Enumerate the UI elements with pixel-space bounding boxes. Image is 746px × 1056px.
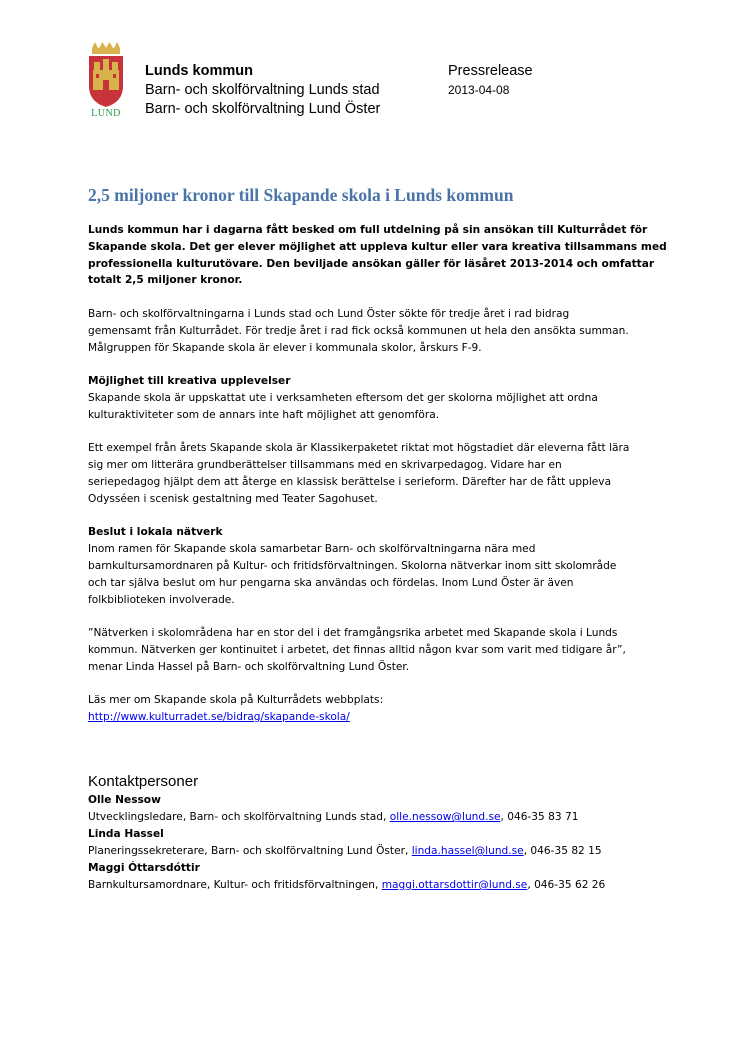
contact-phone: , 046-35 82 15 (523, 845, 602, 857)
text-line: gemensamt från Kulturrådet. För tredje året i rad fick också kommunen ut hela den ansökta summan. (88, 324, 629, 337)
text-line: Odysséen i scenisk gestaltning med Teater Sagohuset. (88, 492, 378, 505)
contact-name: Maggi Óttarsdóttir (88, 862, 200, 874)
contact-phone: , 046-35 62 26 (527, 879, 606, 891)
press-block (448, 62, 533, 100)
contacts-section (88, 772, 605, 894)
text-line: Ett exempel från årets Skapande skola är Klassikerpaketet riktat mot högstadiet där eleverna fått lära (88, 442, 630, 455)
section-networks (88, 524, 668, 608)
organization-block (145, 62, 380, 119)
page-title: 2,5 miljoner kronor till Skapande skola i Lunds kommun (88, 185, 514, 205)
text-line: menar Linda Hassel på Barn- och skolförvaltning Lund Öster. (88, 660, 410, 673)
text-line: sig mer om litterära grundberättelser tillsammans med en skrivarpedagog. Vidare har en (88, 459, 562, 472)
more-info-text: Läs mer om Skapande skola på Kulturrådets webbplats: (88, 694, 384, 707)
text-line: barnkultursamordnaren på Kultur- och fritidsförvaltningen. Skolorna nätverkar inom sitt skolområde (88, 559, 617, 572)
text-line: och tar själva beslut om hur pengarna ska användas och fördelas. Inom Lund Öster är även (88, 576, 574, 589)
logo-text: LUND (91, 108, 121, 119)
article-body (88, 222, 668, 743)
lead-line: Skapande skola. Det ger elever möjlighet att uppleva kultur eller vara kreativa tillsammans med (88, 240, 667, 253)
paragraph (88, 306, 668, 356)
text-line: seriepedagog hjälpt dem att återge en klassisk berättelse i serieform. Därefter har de fått uppleva (88, 475, 612, 488)
press-date: 2013-04-08 (448, 83, 510, 97)
contact-role: Barnkultursamordnare, Kultur- och fritidsförvaltningen, (88, 879, 382, 891)
section-heading: Möjlighet till kreativa upplevelser (88, 375, 291, 388)
paragraph (88, 440, 668, 507)
lead-paragraph (88, 222, 668, 289)
lead-line: Lunds kommun har i dagarna fått besked om full utdelning på sin ansökan till Kulturrådet för (88, 224, 648, 236)
text-line: Inom ramen för Skapande skola samarbetar Barn- och skolförvaltningarna nära med (88, 543, 536, 556)
organization-name: Lunds kommun (145, 63, 253, 79)
department-1: Barn- och skolförvaltning Lunds stad (145, 82, 380, 98)
contact-name: Linda Hassel (88, 828, 164, 840)
contact-details (88, 877, 605, 894)
contact-email-link[interactable]: linda.hassel@lund.se (411, 845, 524, 857)
crest-icon (84, 42, 128, 108)
lead-line: totalt 2,5 miljoner kronor. (88, 274, 243, 287)
contacts-heading: Kontaktpersoner (88, 773, 199, 790)
text-line: Barn- och skolförvaltningarna i Lunds stad och Lund Öster sökte för tredje året i rad bidrag (88, 307, 570, 320)
text-line: Målgruppen för Skapande skola är elever i kommunala skolor, årskurs F-9. (88, 341, 482, 354)
contact-email-link[interactable]: olle.nessow@lund.se (389, 811, 501, 823)
text-line: kulturaktiviteter som de annars inte haft möjlighet att genomföra. (88, 408, 440, 421)
department-2: Barn- och skolförvaltning Lund Öster (145, 101, 381, 117)
contact-email-link[interactable]: maggi.ottarsdottir@lund.se (381, 879, 528, 891)
text-line: kommun. Nätverken ger kontinuitet i arbetet, det finnas alltid någon kvar som varit med tidigare år”, (88, 643, 626, 656)
contact-details (88, 809, 605, 826)
contact-role: Utvecklingsledare, Barn- och skolförvaltning Lunds stad, (88, 811, 390, 823)
text-line: Skapande skola är uppskattat ute i verksamheten eftersom det ger skolorna möjlighet att ordna (88, 391, 598, 404)
section-heading: Beslut i lokala nätverk (88, 526, 223, 539)
contact-role: Planeringssekreterare, Barn- och skolförvaltning Lund Öster, (88, 845, 412, 857)
section-creative (88, 373, 668, 423)
lund-crest-logo (84, 42, 128, 120)
quote-paragraph (88, 625, 668, 675)
text-line: ”Nätverken i skolområdena har en stor del i det framgångsrika arbetet med Skapande skola i Lunds (88, 627, 618, 640)
contact-phone: , 046-35 83 71 (500, 811, 579, 823)
more-info (88, 692, 668, 726)
text-line: folkbiblioteken involverade. (88, 593, 235, 606)
contact-name: Olle Nessow (88, 794, 161, 806)
kulturradet-link[interactable]: http://www.kulturradet.se/bidrag/skapande-skola/ (88, 711, 350, 724)
lead-line: professionella kulturutövare. Den beviljade ansökan gäller för läsåret 2013-2014 och omfattar (88, 257, 655, 270)
contact-details (88, 843, 605, 860)
press-label: Pressrelease (448, 63, 533, 79)
